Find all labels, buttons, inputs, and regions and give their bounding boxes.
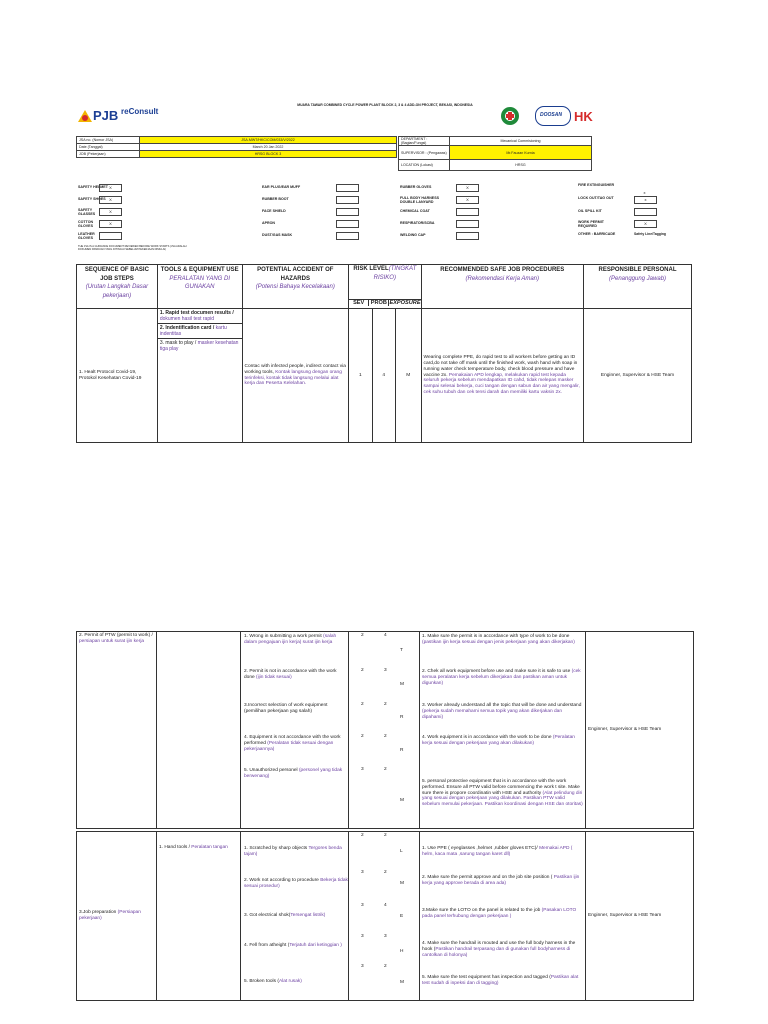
ppe-checkbox[interactable] [336,196,359,204]
ppe-label: SAFETY GLASSES [78,208,96,216]
ppe-label: OTHER : BARRICADE [578,232,616,236]
tools-cell: 1. Hand tools / Peralatan tangan [157,832,241,1000]
ppe-note: THE JSA IS A GUIDANCE DOCUMENT REVIEWED BEFORE WORK STARTS (JSA ADALAH DOKUMEN PANDUAN YANG DITINJAU SEBELUM PEKERJAAN DIMULAI) [78,245,187,251]
sev-value: 2 [361,734,364,739]
prob-value: 4 [384,903,387,908]
ppe-checkbox[interactable]: X [99,220,122,228]
job-label: JOB (Pekerjaan) [77,151,140,158]
prob-value: 2 [384,734,387,739]
col-header-responsible: RESPONSIBLE PERSONAL (Penanggung Jawab) [584,265,692,309]
ppe-checkbox[interactable]: x [634,196,657,204]
prob-value: 4 [373,309,396,442]
procedure-item: 2. Make sure the permit approve and on the job site position ( Pastikan ijin kerja yang approve berada di area ada) [422,875,580,886]
procedure-item: 2. Chek all work equipment before use and make sure it is safe to use (cek semua peralatan kerja sebelum dikerjakan dan pastikan aman untuk digunkan) [422,669,581,686]
risk-cell [349,309,421,443]
procedure-item: 1. Make sure the permit is in accordance with type of work to be done (pastikan ijin kerja sesuai dengan jenis pekerjaan yang akan dikerjakan) [422,634,575,645]
info-left-table [76,136,397,158]
sev-value: 2 [361,833,364,838]
ppe-label: RUBBER GLOVES [400,185,432,189]
jsa-row-3 [76,831,694,1001]
hazard-item: 3.Incorrect selection of work equipment (pemilihan pekerjaan yag salah) [244,703,328,714]
ppe-checkbox[interactable] [456,208,479,216]
location-value: HRSG [450,160,592,171]
procedure-item: 5. Make sure the test equipment has inspection and tagged (Pastikan alat test sudah di inpeksi dan di tagging) [422,975,579,986]
ppe-checkbox[interactable] [99,232,122,240]
supervisor-value: Mr.Fauzan Kurnia [450,146,592,160]
sev-value: 1 [349,309,372,442]
procedure-cell: Wearing complete PPE, do rapid test to all workers before getting an ID card,do not take off mask until the finished work, wash hand with soap in running water check temperature body, check blood pressure and have vaccine 2x. Pemakaian APD lengkap, melakukan rapid test kepada seluruh pekerja sebelum mendapatkan ID cahd, tidak melepas masker sampai selesai bekerja, cuci tangan dengan sabun dan air yang mengalir, cek suhu tubuh dan cek tensi darah dan memiliki kartu vaksin 2x. [421,309,583,443]
ppe-checkbox[interactable]: X [99,196,122,204]
date-label: Date (Tanggal) [77,144,140,151]
ppe-label: SAFETY SHOES [78,197,106,201]
col-header-prob: PROB [369,300,389,306]
ppe-label: EAR PLUG/EAR MUFF [262,185,301,189]
procedure-item: 4. Make sure the handrail is mouted and use the full body harness in the hook (Pastikan handrail terpasang dan di gunakan full bodyharness di cantolkan di holonya) [422,941,576,958]
table-row [77,309,692,443]
ppe-label: SAFETY HELMET [78,185,108,189]
project-title: MUARA TAWAR COMBINED CYCLE POWER PLANT BLOCK 2, 3 & 4 ADD-ON PROJECT, BEKASI, INDONESIA [297,103,473,107]
sev-value: 2 [361,668,364,673]
info-right-table [398,136,592,171]
expo-value: T [400,648,403,653]
ppe-label: OIL SPILL KIT [578,209,602,213]
hazard-item: 1. Scratched by sharp objects Tergores benda tajam) [244,846,342,857]
supervisor-label: SUPERVISOR : (Pengawas) [399,146,450,160]
expo-value: R [400,748,404,753]
ppe-label: LOCK OUT/TAG OUT [578,196,614,200]
jsa-no-label: JSA no. (Nomor JSA) [77,137,140,144]
hk-logo-text: HK [574,109,593,124]
sev-value: 2 [361,633,364,638]
prob-value: 2 [384,833,387,838]
jsa-table-page1 [76,264,692,443]
ppe-checkbox[interactable]: X [456,196,479,204]
jsa-no-value: JSA.MWT/HKC/COM/033/V/2022 [140,137,397,144]
hazard-item: 5. Unauthorized personel (personel yang tidak berwenang) [244,768,343,779]
step-cell: 3.Job preparation (Persiapan pekerjaan) [77,832,157,1000]
department-label: DEPARTMENT : (Bagian/Fungsi) [399,137,450,146]
ppe-checkbox[interactable] [456,232,479,240]
ppe-label: RESPIRATOR/SCBA [400,221,435,225]
expo-value: M [400,980,404,985]
prob-value: 3 [384,668,387,673]
procedure-item: 5. personal protective equipment that is in accordance with the work performed. Ensure all PTW valid before commencing the work t site. Make sure there is propore coordinatin with HSE and authority (Alat pelindung diri yang sesuai dengan pekerjaan yang dilakukan. Pastikan PTW valid sebelum memulai pekerjaan. Pastikan koordinasi dengan HSE dan otoritas) [422,779,583,807]
ppe-label: RUBBER BOOT [262,197,289,201]
expo-value: M [406,373,411,378]
col-header-risk: RISK LEVEL(TINGKAT RISIKO) SEV PROB EXPOSURE [349,265,421,309]
risk-column [348,832,420,1000]
ppe-label: CHEMICAL COAT [400,209,430,213]
prob-value: 2 [384,767,387,772]
jsa-row-2 [76,631,694,829]
ppe-label: WELDING CAP [400,233,426,237]
job-value: HRSG BLOCK 3 [140,151,397,158]
col-header-hazards: POTENTIAL ACCIDENT OF HAZARDS (Potensi Bahaya Kecelakaan) [242,265,349,309]
expo-value: M [400,881,404,886]
ppe-label: WORK PERMIT REQUIRED [578,220,604,228]
department-value: Mecanical Commisioning [450,137,592,146]
sev-value: 3 [361,870,364,875]
expo-value: L [400,849,403,854]
sev-value: 2 [361,702,364,707]
expo-value: E [400,914,404,919]
doosan-logo [535,106,571,126]
ppe-checkbox[interactable]: X [634,220,657,228]
hazard-item: 1. Wrong in submitting a work permit (salah dalam pengajuan ijin kerja) surat ijin kerja [244,634,337,645]
prob-value: 2 [384,964,387,969]
responsible-cell: Enginner, Supervisor & HSE Team [585,832,693,1000]
pjb-logo-text: PJB [93,108,119,123]
hazard-item: 4. Equipment is not accordance with the work performed (Peralatan tidak sesuai dengan pekerjaannya) [244,735,341,752]
sev-value: 3 [361,767,364,772]
pjb-emblem-icon [76,108,94,124]
ppe-other-value: Safety Line/Tagging [634,232,666,236]
date-value: March 20 Jan 2022 [140,144,397,151]
ppe-checkbox[interactable] [336,208,359,216]
hazard-item: 5. Broken tools (Alat rusak) [244,979,302,984]
tools-cell: 1. Rapid test documen results / dokumen hasil test rapid 2. Indentification card / kartu indentitas 3. mask to play / masker kesehatan tiga play [157,309,242,443]
ppe-label: FULL BODY HARNESS DOUBLE LANYARD [400,196,440,204]
procedure-item: 3.Make sure the LOTO on the panel is related to the job (Pasakan LOTO pada panel terhubung dengan pekerjaan ) [422,908,577,919]
ppe-checkbox[interactable] [336,232,359,240]
location-label: LOCATION (Lokasi) [399,160,450,171]
procedure-item: 3. Worker already understand all the topic that will be done and understand (pekerja sudah memahami semua topik yang akan dikerjakan dan dipahami) [422,703,582,720]
responsible-cell: Enginner, Supervisor & HSE Team [585,632,693,828]
ppe-checklist [78,184,698,254]
hazard-item: 2. Work not according to procedure Bekerja tidak sesuai prosedur) [244,878,348,889]
ppe-checkbox[interactable] [336,184,359,192]
tools-cell [157,632,241,828]
gear-emblem-icon [500,106,520,126]
reconsult-logo-text: reConsult [121,107,159,116]
col-header-exposure: EXPOSURE [389,300,421,306]
prob-value: 2 [384,870,387,875]
procedure-item: 1. Use PPE ( eyeglasses ,helmet ,rubber gloves ETC)/ Memakai APD ( helm, kaca mata ,sarung tangan karet dll) [422,846,573,857]
ppe-label: DUST/GAS MASK [262,233,293,237]
prob-value: 2 [384,702,387,707]
col-header-sev: SEV [349,300,369,306]
sev-value: 3 [361,964,364,969]
prob-value: 3 [384,934,387,939]
ppe-label: APRON [262,221,275,225]
doosan-logo-text: DOOSAN [540,112,562,118]
hazard-item: 2. Permit is not in accordance with the work done (ijin tidak sesuai) [244,669,337,680]
pjb-reconsult-logo [76,108,172,124]
ppe-label: LEATHER GLOVES [78,232,95,240]
responsible-cell: Enginner, Supervisor & HSE Team [584,309,692,443]
hazard-cell: Contac with infected people, indirect contact via working tools, Kontak langsung dengan orang terinfeksi, kontak tidak langsung melalui alat kerja dan Peserta Kelelahan. [242,309,349,443]
ppe-checkbox[interactable]: X [456,184,479,192]
ppe-label: FACE SHIELD [262,209,286,213]
procedure-item: 4. Work equipment is in accordance with the work to be done (Peralatan kerja sesuai dengan pekerjaan yang akan dilakukan) [422,735,575,746]
expo-value: M [400,798,404,803]
ppe-checkbox[interactable]: x [634,190,655,197]
step-cell: 2. Permit of PTW (permit to work) / persiapan untuk surat ijin kerja [77,632,157,828]
ppe-checkbox[interactable] [456,220,479,228]
hk-logo [574,108,602,122]
hazard-item: 3. Got electrical shok(Tersengat listrik) [244,913,326,918]
expo-value: H [400,949,404,954]
ppe-label: COTTON GLOVES [78,220,94,228]
risk-column [348,632,420,828]
sev-value: 3 [361,903,364,908]
expo-value: M [400,682,404,687]
step-cell: 1. Healt Protocol Covid-19, Protokol Kesehatan Covid-19 [77,309,158,443]
col-header-steps: SEQUENCE OF BASIC JOB STEPS (Urutan Langkah Dasar pekerjaan) [77,265,158,309]
ppe-label: FIRE EXTINGUISHER [578,183,615,187]
ppe-checkbox[interactable] [336,220,359,228]
col-header-procedures: RECOMMENDED SAFE JOB PROCEDURES (Rekomendasi Kerja Aman) [421,265,583,309]
sev-value: 3 [361,934,364,939]
ppe-checkbox[interactable]: X [99,184,122,192]
hazard-item: 4. Fell from atheight (Terjatuh dari ketinggian ) [244,943,342,948]
col-header-tools: TOOLS & EQUIPMENT USE PERALATAN YANG DI GUNAKAN [157,265,242,309]
expo-value: R [400,715,404,720]
ppe-checkbox[interactable] [634,208,657,216]
ppe-checkbox[interactable]: X [99,208,122,216]
prob-value: 4 [384,633,387,638]
